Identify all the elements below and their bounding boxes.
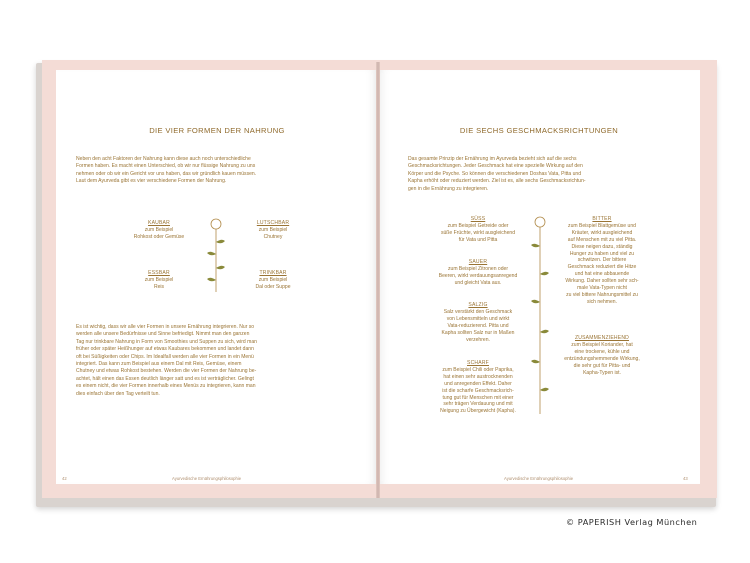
taste-scharf: [426, 360, 530, 415]
form-essbar: [114, 270, 204, 291]
text-line: dies einfach über den Tag verteilt tun.: [76, 390, 160, 397]
text-line: nehmen oder ob wir ein Gericht vor uns haben, das wir gründlich kauen müssen.: [76, 170, 257, 177]
taste-text: zum Beispiel Blattgemüse und: [568, 222, 636, 229]
page-number: 43: [683, 476, 688, 481]
taste-text: zum Beispiel Getreide oder: [447, 222, 509, 229]
taste-text: zum Beispiel Koriander, hat: [571, 341, 633, 348]
taste-text: und gleicht Vata aus.: [454, 279, 502, 286]
flower-stem-icon: [528, 216, 552, 416]
left-intro: [76, 156, 347, 186]
form-text: zum Beispiel: [258, 226, 288, 233]
taste-text: Hunger zu haben und viel zu: [569, 250, 635, 257]
taste-text: Vata-reduzierend. Pitta und: [447, 322, 509, 329]
taste-text: von Lebensmitteln und wirkt: [446, 315, 510, 322]
form-lutschbar: [228, 220, 318, 241]
text-line: oft bei Süßigkeiten oder Chips. Im Idealfall werden alle vier Formen in ein Menü: [76, 353, 254, 360]
text-line: achtet, hält einen das Essen deutlich länger satt und es ist verträglicher. Gelingt: [76, 375, 254, 382]
taste-text: verzehren.: [466, 336, 490, 343]
form-title: KAUBAR: [148, 220, 170, 226]
text-line: Formen haben. Es macht einen Unterschied, ob wir nur flüssige Nahrung zu uns: [76, 163, 256, 170]
right-heading: DIE SECHS GESCHMACKSRICHTUNGEN: [459, 126, 619, 135]
taste-title: SAUER: [468, 259, 488, 265]
form-text: Reis: [153, 283, 165, 290]
left-page: [56, 70, 378, 484]
text-line: früher oder später Heißhunger auf etwas Kaubares bekommen und landet dann: [76, 346, 254, 353]
taste-text: und anregenden Effekt. Daher: [444, 380, 512, 387]
text-line: gen in die Ernährung zu integrieren.: [408, 185, 489, 192]
form-title: LUTSCHBAR: [256, 220, 290, 226]
form-kaubar: [114, 220, 204, 241]
taste-bitter: [548, 216, 656, 306]
text-line: Laut dem Ayurveda gibt es vier verschiedene Formen der Nahrung.: [76, 178, 227, 185]
flower-stem-icon: [204, 218, 228, 294]
taste-sauer: [426, 259, 530, 287]
text-line: Kapha erhöht oder reduziert werden. Ziel ist es, alle sechs Geschmacksrichtun-: [408, 178, 586, 185]
taste-text: und hat eine abbauende: [574, 271, 630, 278]
taste-text: zum Beispiel Zitronen oder: [447, 265, 509, 272]
taste-text: Salz verstärkt den Geschmack: [443, 308, 513, 315]
form-text: Rohkost oder Gemüse: [133, 233, 185, 240]
text-line: Es ist wichtig, dass wir alle vier Formen in unsere Ernährung integrieren. Nur so: [76, 324, 255, 330]
taste-zusammenziehend: [548, 335, 656, 376]
right-intro: [408, 156, 680, 193]
taste-text: Geschmack reduziert die Hitze: [567, 264, 637, 271]
taste-title: BITTER: [592, 216, 612, 222]
taste-text: entzündungshemmende Wirkung,: [564, 355, 640, 362]
text-line: werden alle unsere Bedürfnisse und Sinne befriedigt. Nimmt man den ganzen: [76, 331, 250, 338]
text-line: es einem nicht, die vier Formen innerhalb eines Menüs zu integrieren, kann man: [76, 383, 256, 390]
running-title: Ayurvedische Ernährungsphilosophie: [172, 476, 242, 481]
text-line: Das gesamte Prinzip der Ernährung im Ayurveda bezieht sich auf die sechs: [408, 156, 577, 162]
taste-title: ZUSAMMENZIEHEND: [574, 335, 630, 341]
taste-text: zu viel bittere Nahrungsmittel zu: [566, 291, 638, 298]
text-line: Geschmacksrichtungen. Jeder Geschmack hat eine spezielle Wirkung auf den: [408, 163, 583, 170]
taste-text: sich nehmen.: [586, 298, 618, 305]
taste-text: male Vata-Typen nicht: [577, 285, 627, 292]
taste-text: Kapha sollten Salz nur in Maßen: [441, 329, 515, 336]
text-line: Chutney und etwas Rohkost bestehen. Werden die vier Formen der Nahrung be-: [76, 368, 257, 375]
form-title: TRINKBAR: [259, 270, 287, 276]
taste-title: SALZIG: [468, 302, 488, 308]
running-title: Ayurvedische Ernährungsphilosophie: [504, 476, 574, 481]
form-text: zum Beispiel: [144, 226, 174, 233]
taste-text: Kapha-Typen ist.: [583, 369, 621, 376]
taste-text: die sehr gut für Pitta- und: [573, 362, 631, 369]
copyright-notice: © PAPERISH Verlag München: [566, 517, 698, 527]
taste-text: Wirkung. Daher sollten sehr sch-: [565, 278, 639, 285]
taste-text: süße Früchte, wirkt ausgleichend: [440, 229, 516, 236]
taste-text: hat einen sehr austrocknenden: [443, 373, 513, 380]
taste-text: schwitzen. Der bittere: [577, 257, 627, 264]
text-line: Tag nur trinkbare Nahrung in Form von Smoothies und Suppen zu sich, wird man: [76, 338, 257, 345]
form-text: Dal oder Suppe: [255, 283, 291, 290]
form-text: zum Beispiel: [258, 276, 288, 283]
taste-text: Neigung zu Übergewicht (Kapha).: [440, 408, 516, 415]
taste-text: Diese neigen dazu, ständig: [571, 243, 633, 250]
page-number: 42: [62, 476, 67, 481]
left-heading: DIE VIER FORMEN DER NAHRUNG: [149, 126, 285, 135]
taste-title: SÜSS: [470, 216, 486, 222]
taste-suess: [426, 216, 530, 244]
text-line: integriert. Das kann zum Beispiel aus einem Dal mit Reis, Gemüse, einem: [76, 361, 242, 368]
form-title: ESSBAR: [148, 270, 170, 276]
form-text: Chutney: [263, 233, 283, 240]
taste-text: auf Menschen mit zu viel Pitta.: [567, 236, 637, 243]
taste-text: Beeren, wirkt verdauungsanregend: [438, 272, 518, 279]
taste-text: für Vata und Pitta: [458, 236, 498, 243]
form-trinkbar: [228, 270, 318, 291]
taste-text: tung gut für Menschen mit einer: [442, 394, 514, 401]
book-spine: [376, 62, 380, 498]
taste-text: sehr trägen Verdauung und mit: [443, 401, 513, 408]
text-line: Neben den acht Faktoren der Nahrung kann diese auch noch unterschiedliche: [76, 156, 251, 162]
text-line: Körper und die Psyche. So können die verschiedenen Doshas Vata, Pitta und: [408, 170, 582, 177]
taste-salzig: [426, 302, 530, 343]
right-page: [378, 70, 700, 484]
taste-title: SCHARF: [467, 360, 489, 366]
taste-text: zum Beispiel Chili oder Paprika,: [442, 366, 514, 373]
form-text: zum Beispiel: [144, 276, 174, 283]
taste-text: Kräuter, wirkt ausgleichend: [571, 229, 633, 236]
taste-text: eine trockene, kühle und: [574, 348, 630, 355]
taste-text: ist die scharfe Geschmacksrich-: [442, 387, 514, 394]
left-body: [76, 324, 347, 398]
